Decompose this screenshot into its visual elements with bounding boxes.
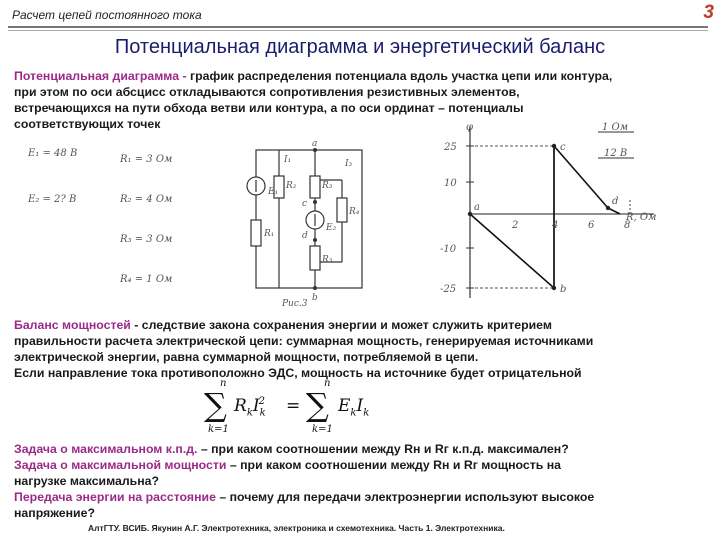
resistor-r3b — [310, 246, 320, 270]
y-tick-neg25: -25 — [440, 284, 457, 295]
formula-right-term: $E_kI_k$ — [338, 396, 370, 419]
sum-lower-left: k=1 — [208, 424, 229, 435]
balance-line: - следствие закона сохранения энергии и может служить критерием — [134, 318, 552, 332]
balance-line: Если направление тока противоположно ЭДС, мощность на источнике будет отрицательной — [14, 366, 582, 380]
point-d — [606, 206, 610, 210]
label-r2: R₂ — [286, 181, 297, 191]
header-rule — [8, 26, 708, 28]
label-i1: I₁ — [284, 155, 292, 165]
node-c — [313, 200, 317, 204]
resistor-r3 — [310, 176, 320, 198]
sum-upper-right: n — [324, 378, 331, 389]
figure-caption: Рис.3 — [282, 299, 308, 309]
definition-line: при этом по оси абсцисс откладываются сопротивления резистивных элементов, — [14, 85, 520, 99]
scale-x: 1 Ом — [602, 122, 629, 133]
param-e2: E₂ = 2? В — [28, 194, 77, 205]
scale-y: 12 В — [604, 148, 628, 159]
section-title: Расчет цепей постоянного тока — [12, 8, 202, 22]
footer-credit: АлтГТУ. ВСИБ. Якунин А.Г. Электротехника, электроника и схемотехника. Часть 1. Электротехника. — [88, 523, 505, 533]
point-a — [468, 212, 472, 216]
label-r4: R₄ — [349, 207, 360, 217]
point-b — [552, 286, 556, 290]
param-e1: E₁ = 48 В — [28, 148, 78, 159]
label-e2: E₂ — [326, 223, 337, 233]
node-label-b: b — [312, 293, 318, 303]
equals-sign: = — [286, 396, 301, 416]
point-c — [552, 144, 556, 148]
parameter-list — [28, 140, 268, 310]
task-item: Передача энергии на расстояние – почему для передачи электроэнергии используют высокое — [14, 490, 595, 504]
node-b — [313, 286, 317, 290]
definition-term: Потенциальная диаграмма - — [14, 69, 187, 83]
r-axis-label: R, Ом — [626, 212, 657, 223]
node-label-c: c — [302, 199, 308, 209]
label-r3: R₃ — [322, 181, 333, 191]
power-balance-formula — [200, 378, 400, 440]
y-tick-25: 25 — [444, 142, 457, 153]
param-r3: R₃ = 3 Ом — [120, 234, 173, 245]
x-tick-6: 6 — [588, 220, 595, 231]
slide-number: 3 — [703, 2, 714, 23]
balance-term: Баланс мощностей — [14, 318, 131, 332]
y-axis-label: φ — [466, 122, 474, 133]
point-label-b: b — [560, 284, 567, 295]
circuit-schematic — [242, 138, 372, 308]
y-tick-neg10: -10 — [440, 244, 457, 255]
x-tick-8: 8 — [624, 220, 631, 231]
point-label-c: c — [560, 142, 566, 153]
definition-line: соответствующих точек — [14, 117, 161, 131]
point-label-a: a — [474, 202, 480, 213]
sum-symbol-left: ∑ — [204, 386, 227, 424]
x-tick-2: 2 — [512, 220, 519, 231]
label-e1: E₁ — [268, 187, 279, 197]
node-label-a: a — [312, 139, 318, 149]
sum-symbol-right: ∑ — [306, 386, 329, 424]
param-r1: R₁ = 3 Ом — [120, 154, 173, 165]
y-tick-10: 10 — [444, 178, 457, 189]
task-item: Задача о максимальном к.п.д. – при каком соотношении между Rн и Rг к.п.д. максимален? — [14, 442, 569, 456]
balance-line: электрической энергии, равна суммарной мощности, потребляемой в цепи. — [14, 350, 479, 364]
balance-line: правильности расчета электрической цепи: суммарная мощность, генерируемая источниками — [14, 334, 594, 348]
task-item: напряжение? — [14, 506, 95, 520]
balance-paragraph — [14, 317, 714, 381]
param-r2: R₂ = 4 Ом — [120, 194, 173, 205]
label-r1: R₁ — [264, 229, 275, 239]
formula-left-term: $R_kI_k^2$ — [234, 396, 266, 419]
node-label-d: d — [302, 231, 308, 241]
slide-header — [8, 4, 720, 26]
label-r3b: R₃ — [322, 255, 333, 265]
tasks-list — [14, 441, 714, 521]
param-r4: R₄ = 1 Ом — [120, 274, 173, 285]
resistor-r1 — [251, 220, 261, 246]
sum-lower-right: k=1 — [312, 424, 333, 435]
task-item: нагрузке максимальна? — [14, 474, 160, 488]
potential-curve — [470, 146, 620, 288]
page-title: Потенциальная диаграмма и энергетический баланс — [114, 36, 606, 58]
point-label-d: d — [612, 196, 619, 207]
sum-upper-left: n — [220, 378, 227, 389]
definition-line: график распределения потенциала вдоль участка цепи или контура, — [190, 69, 613, 83]
label-i3: I₃ — [345, 159, 353, 169]
header-rule-thin — [8, 30, 708, 31]
definition-line: встречающихся на пути обхода ветви или контура, а по оси ординат – потенциалы — [14, 101, 524, 115]
task-item: Задача о максимальной мощности – при каком соотношении между Rн и Rг мощность на — [14, 458, 561, 472]
resistor-r4 — [337, 198, 347, 222]
x-tick-4: 4 — [552, 220, 559, 231]
potential-diagram — [440, 120, 668, 310]
node-d — [313, 238, 317, 242]
